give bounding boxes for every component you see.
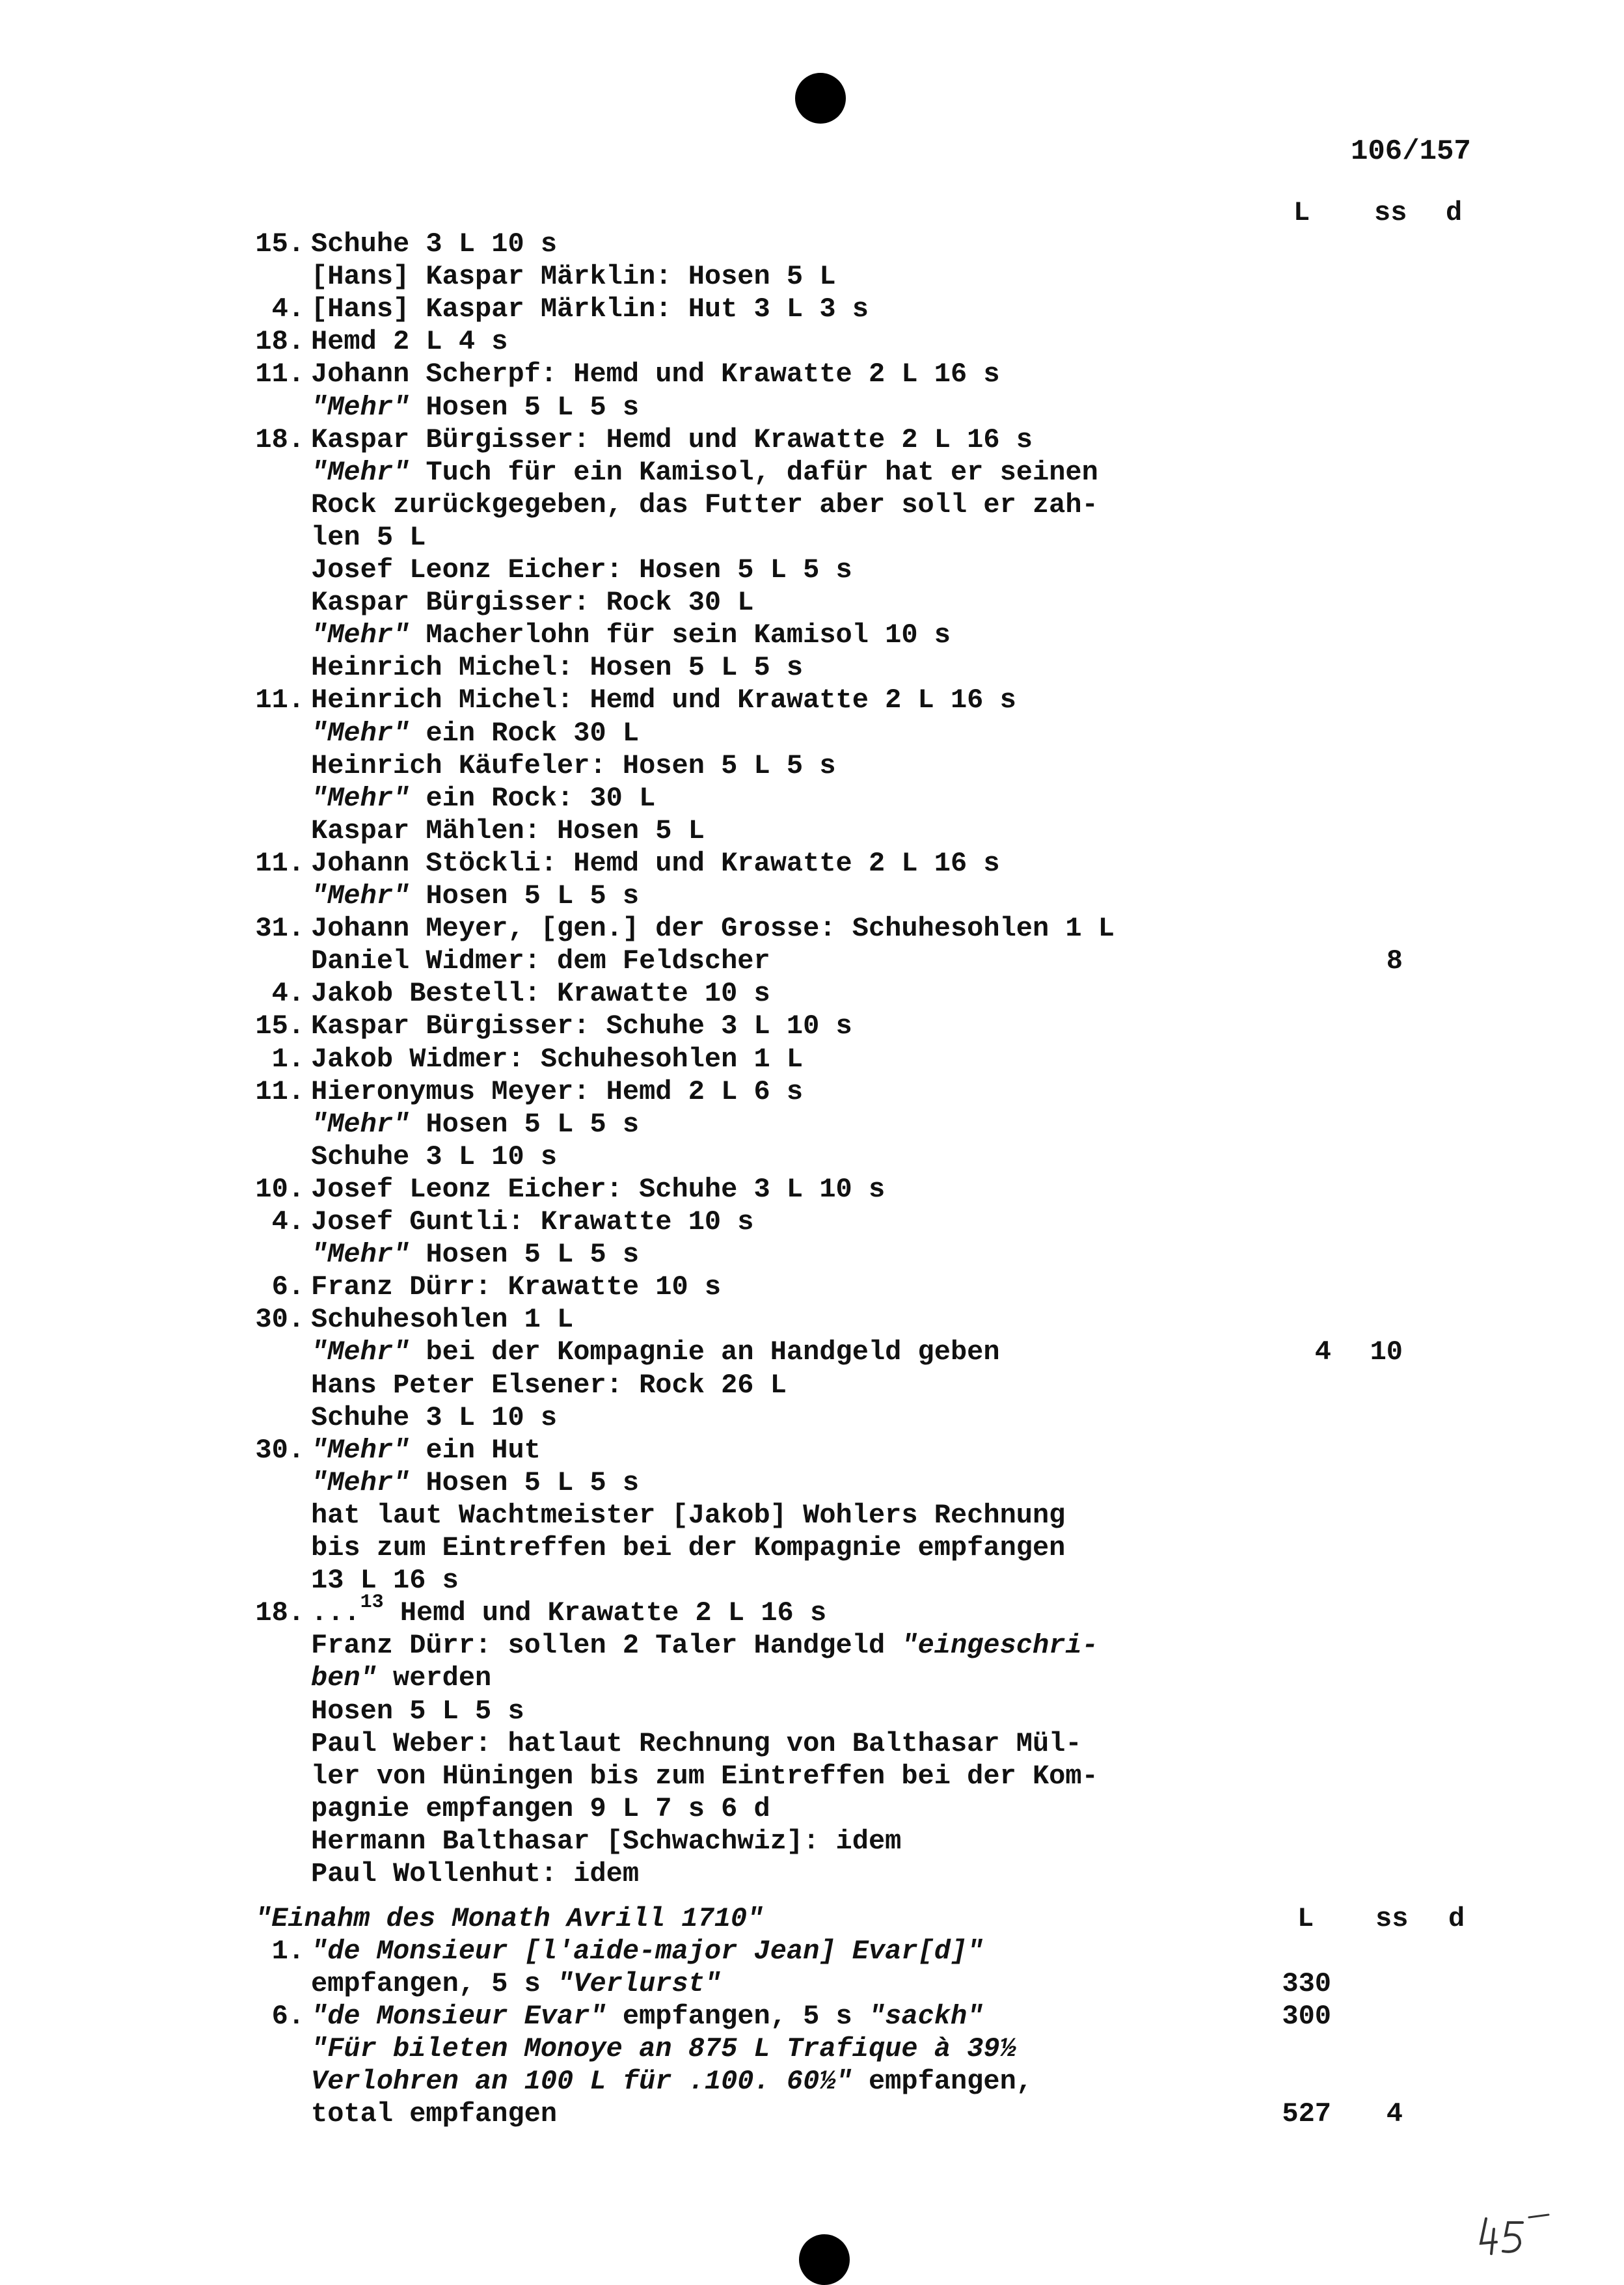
entry-day: 6. [271,2001,304,2032]
entry-text [311,1401,557,1434]
entry-text [311,2033,1016,2065]
entry-text-part: empfangen, 5 s [606,2001,869,2032]
amount-l: 4 [1314,1336,1331,1368]
entry-text-part: pagnie empfangen 9 L 7 s 6 d [311,1792,770,1824]
column-header-ss: ss [1374,197,1407,228]
entry-day: 18. [255,326,304,358]
entry-text-part: Hosen 5 L 5 s [311,1695,524,1727]
entry-text-part: Kaspar Bürgisser: Schuhe 3 L 10 s [311,1010,852,1042]
entry-text-part: Schuhe 3 L 10 s [311,228,558,260]
entry-italic-text: "Für bileten Monoye an 875 L Trafique à 39½ [311,2033,1016,2064]
entry-text [311,1591,827,1632]
entry-text-part: Jakob Bestell: Krawatte 10 s [311,978,770,1010]
entry-text-part: empfangen, [852,2066,1033,2097]
entry-day: 4. [271,1206,304,1237]
entry-text-part: ein Rock: 30 L [409,782,656,814]
footnote-marker: 13 [360,1591,384,1614]
entry-text-part: Hosen 5 L 5 s [409,1467,640,1498]
income-title [255,1902,763,1935]
entry-text [311,456,1098,489]
entry-text-part: Franz Dürr: Krawatte 10 s [311,1271,722,1303]
entry-day: 1. [271,1936,304,1967]
entry-day: 11. [255,358,304,390]
entry-text-part: Hemd und Krawatte 2 L 16 s [383,1597,827,1629]
entry-day: 11. [255,1075,304,1107]
entry-text [311,847,1000,880]
entry-text-part: bei der Kompagnie an Handgeld geben [409,1336,1000,1368]
income-column-l: L [1297,1903,1314,1934]
entry-italic-text: "Mehr" [311,1239,410,1271]
entry-italic-text: " [967,1936,984,1967]
entry-italic-text: "de Monsieur [l'aide-major Jean] [311,1936,852,1967]
entry-text [311,880,639,912]
entry-text-part: Rock zurückgegeben, das Futter aber soll er zah- [311,489,1098,521]
amount-l: 330 [1282,1968,1331,1999]
income-title-text: "Einahm des Monath Avrill 1710" [255,1903,764,1934]
entry-text-part: Schuhe 3 L 10 s [311,1141,558,1172]
amount-ss: 8 [1386,945,1403,977]
entry-text-part: [Hans] Kaspar Märklin: Hut 3 L 3 s [311,293,869,325]
entry-text-part: hat laut Wachtmeister [Jakob] Wohlers Rechnung [311,1499,1066,1531]
entry-text-part: bis zum Eintreffen bei der Kompagnie empfangen [311,1532,1066,1563]
income-column-d: d [1448,1903,1465,1934]
entry-italic-text: "Verlurst" [557,1968,722,1999]
entry-text [311,1629,1098,1662]
entry-text [311,750,836,782]
entry-text [311,1532,1065,1564]
entry-day: 18. [255,424,304,455]
entry-text-part: Daniel Widmer: dem Feldscher [311,945,770,977]
entry-text [311,1206,754,1238]
entry-text-part: werden [376,1662,492,1694]
entry-text-part: Jakob Widmer: Schuhesohlen 1 L [311,1043,804,1075]
income-column-ss: ss [1375,1903,1409,1934]
entry-text-part: Macherlohn für sein Kamisol 10 s [409,619,951,651]
entry-text [311,1564,459,1597]
entry-text [311,1695,524,1727]
entry-text [311,1141,557,1173]
entry-text-part: Kaspar Bürgisser: Rock 30 L [311,587,754,619]
entry-text [311,977,770,1010]
entry-text [311,1499,1065,1532]
entry-day: 4. [271,978,304,1010]
entry-text-part: ... [311,1597,360,1629]
entry-text [311,1369,787,1401]
entry-text [311,1792,770,1825]
entry-text [311,2098,557,2130]
entry-text [311,815,705,847]
entry-text [311,1760,1098,1792]
entry-day: 6. [271,1271,304,1303]
entry-text [311,619,951,651]
entry-text-part: Heinrich Michel: Hemd und Krawatte 2 L 16 s [311,684,1016,716]
entry-text [311,912,1115,945]
entry-text [311,228,557,260]
entry-text [311,1271,721,1303]
entry-text-part: Johann Stöckli: Hemd und Krawatte 2 L 16 s [311,847,1000,879]
entry-text-part: Hosen 5 L 5 s [409,1108,640,1140]
entry-text [311,424,1033,456]
entry-bold-italic-text: Evar[d] [852,1936,968,1967]
entry-text-part: Schuhesohlen 1 L [311,1304,574,1336]
entry-text-part: Johann Scherpf: Hemd und Krawatte 2 L 16 s [311,358,1000,390]
entry-text [311,586,754,619]
entry-text-part: Hieronymus Meyer: Hemd 2 L 6 s [311,1075,804,1107]
amount-l: 527 [1282,2098,1331,2130]
entry-text [311,684,1016,716]
entry-text-part: Kaspar Mählen: Hosen 5 L [311,815,705,846]
entry-text-part: Hermann Balthasar [Schwachwiz]: idem [311,1825,902,1857]
entry-italic-text: "de Monsieur Evar" [311,2001,606,2032]
entry-italic-text: "Mehr" [311,782,410,814]
entry-text [311,1727,1082,1760]
entry-italic-text: "Mehr" [311,619,410,651]
entry-day: 31. [255,913,304,945]
entry-text [311,1010,852,1042]
entry-italic-text: "Mehr" [311,1336,410,1368]
entry-text-part: Kaspar Bürgisser: Hemd und Krawatte 2 L 16 s [311,424,1033,455]
entry-text [311,1662,491,1694]
entry-italic-text: "Mehr" [311,456,410,488]
entry-text [311,1935,983,1967]
amount-ss: 4 [1386,2098,1403,2130]
entry-text [311,1336,1000,1368]
entry-text [311,1238,639,1271]
entry-text-part: Heinrich Michel: Hosen 5 L 5 s [311,652,804,684]
entry-italic-text: "Mehr" [311,717,410,749]
entry-text-part: ler von Hüningen bis zum Eintreffen bei der Kom- [311,1760,1098,1792]
column-header-l: L [1293,197,1310,228]
entry-text-part: len 5 L [311,521,426,553]
entry-text-part: Hosen 5 L 5 s [409,1239,640,1271]
entry-text [311,358,1000,390]
entry-text-part: Franz Dürr: sollen 2 Taler Handgeld [311,1630,902,1662]
entry-text [311,521,426,554]
entry-italic-text: "Mehr" [311,880,410,912]
entry-italic-text: "Mehr" [311,1108,410,1140]
entry-text-part: Paul Weber: hatlaut Rechnung von Balthasar Mül- [311,1727,1082,1759]
entry-day: 11. [255,684,304,716]
page-reference: 106/157 [1351,135,1471,168]
entry-text-part: [Hans] Kaspar Märklin: Hosen 5 L [311,261,836,293]
entry-text [311,2000,983,2033]
entry-italic-text: "Mehr" [311,1467,410,1498]
entry-text-part: Paul Wollenhut: idem [311,1858,640,1889]
entry-text [311,325,508,358]
entry-text-part: Hosen 5 L 5 s [409,391,640,423]
entry-text-part: 13 L 16 s [311,1565,459,1597]
entry-text-part: Heinrich Käufeler: Hosen 5 L 5 s [311,750,836,781]
entry-day: 30. [255,1304,304,1336]
entry-text-part: total empfangen [311,2098,558,2130]
entry-text [311,945,770,977]
entry-day: 30. [255,1434,304,1466]
entry-italic-text: "eingeschri- [901,1630,1098,1662]
entry-text [311,1825,901,1858]
entry-italic-text: ben" [311,1662,377,1694]
entry-text [311,1858,639,1890]
entry-day: 11. [255,847,304,879]
entry-text [311,1108,639,1141]
entry-text [311,1434,541,1467]
entry-text-part: ein Rock 30 L [409,717,640,749]
entry-text-part: Josef Leonz Eicher: Hosen 5 L 5 s [311,554,852,586]
entry-text [311,260,836,293]
entry-italic-text: Verlohren an 100 L für .100. 60½" [311,2066,852,2097]
entry-day: 15. [255,1010,304,1042]
entry-text [311,717,639,750]
amount-ss: 10 [1370,1336,1403,1368]
entry-text [311,391,639,424]
entry-text [311,2065,1033,2098]
entry-text [311,1173,885,1206]
entry-text-part: ein Hut [409,1434,541,1466]
entry-day: 18. [255,1597,304,1629]
punch-hole-bottom [799,2234,850,2285]
entry-text [311,1043,803,1075]
entry-text [311,293,869,325]
entry-text [311,1467,639,1499]
entry-day: 10. [255,1173,304,1205]
entry-text-part: Johann Meyer, [gen.] der Grosse: Schuhesohlen 1 L [311,913,1115,945]
entry-text-part: Tuch für ein Kamisol, dafür hat er seinen [409,456,1098,488]
entry-text [311,1967,721,2000]
entry-text-part: empfangen, 5 s [311,1968,558,1999]
entry-text-part: Hans Peter Elsener: Rock 26 L [311,1369,787,1401]
column-header-d: d [1446,197,1463,228]
amount-l: 300 [1282,2001,1331,2032]
handwritten-note [1477,2206,1555,2264]
entry-text [311,554,852,586]
entry-text [311,1075,803,1108]
entry-text [311,489,1098,521]
entry-text [311,782,655,815]
entry-italic-text: "sackh" [868,2001,984,2032]
entry-day: 15. [255,228,304,260]
punch-hole-top [795,73,846,124]
entry-text [311,651,803,684]
entry-day: 1. [271,1043,304,1075]
entry-text-part: Hosen 5 L 5 s [409,880,640,912]
entry-text-part: Schuhe 3 L 10 s [311,1401,558,1433]
entry-text-part: Josef Guntli: Krawatte 10 s [311,1206,754,1237]
entry-day: 4. [271,293,304,325]
entry-text-part: Josef Leonz Eicher: Schuhe 3 L 10 s [311,1173,886,1205]
entry-italic-text: "Mehr" [311,391,410,423]
entry-text-part: Hemd 2 L 4 s [311,326,508,358]
entry-text [311,1303,573,1336]
entry-italic-text: "Mehr" [311,1434,410,1466]
